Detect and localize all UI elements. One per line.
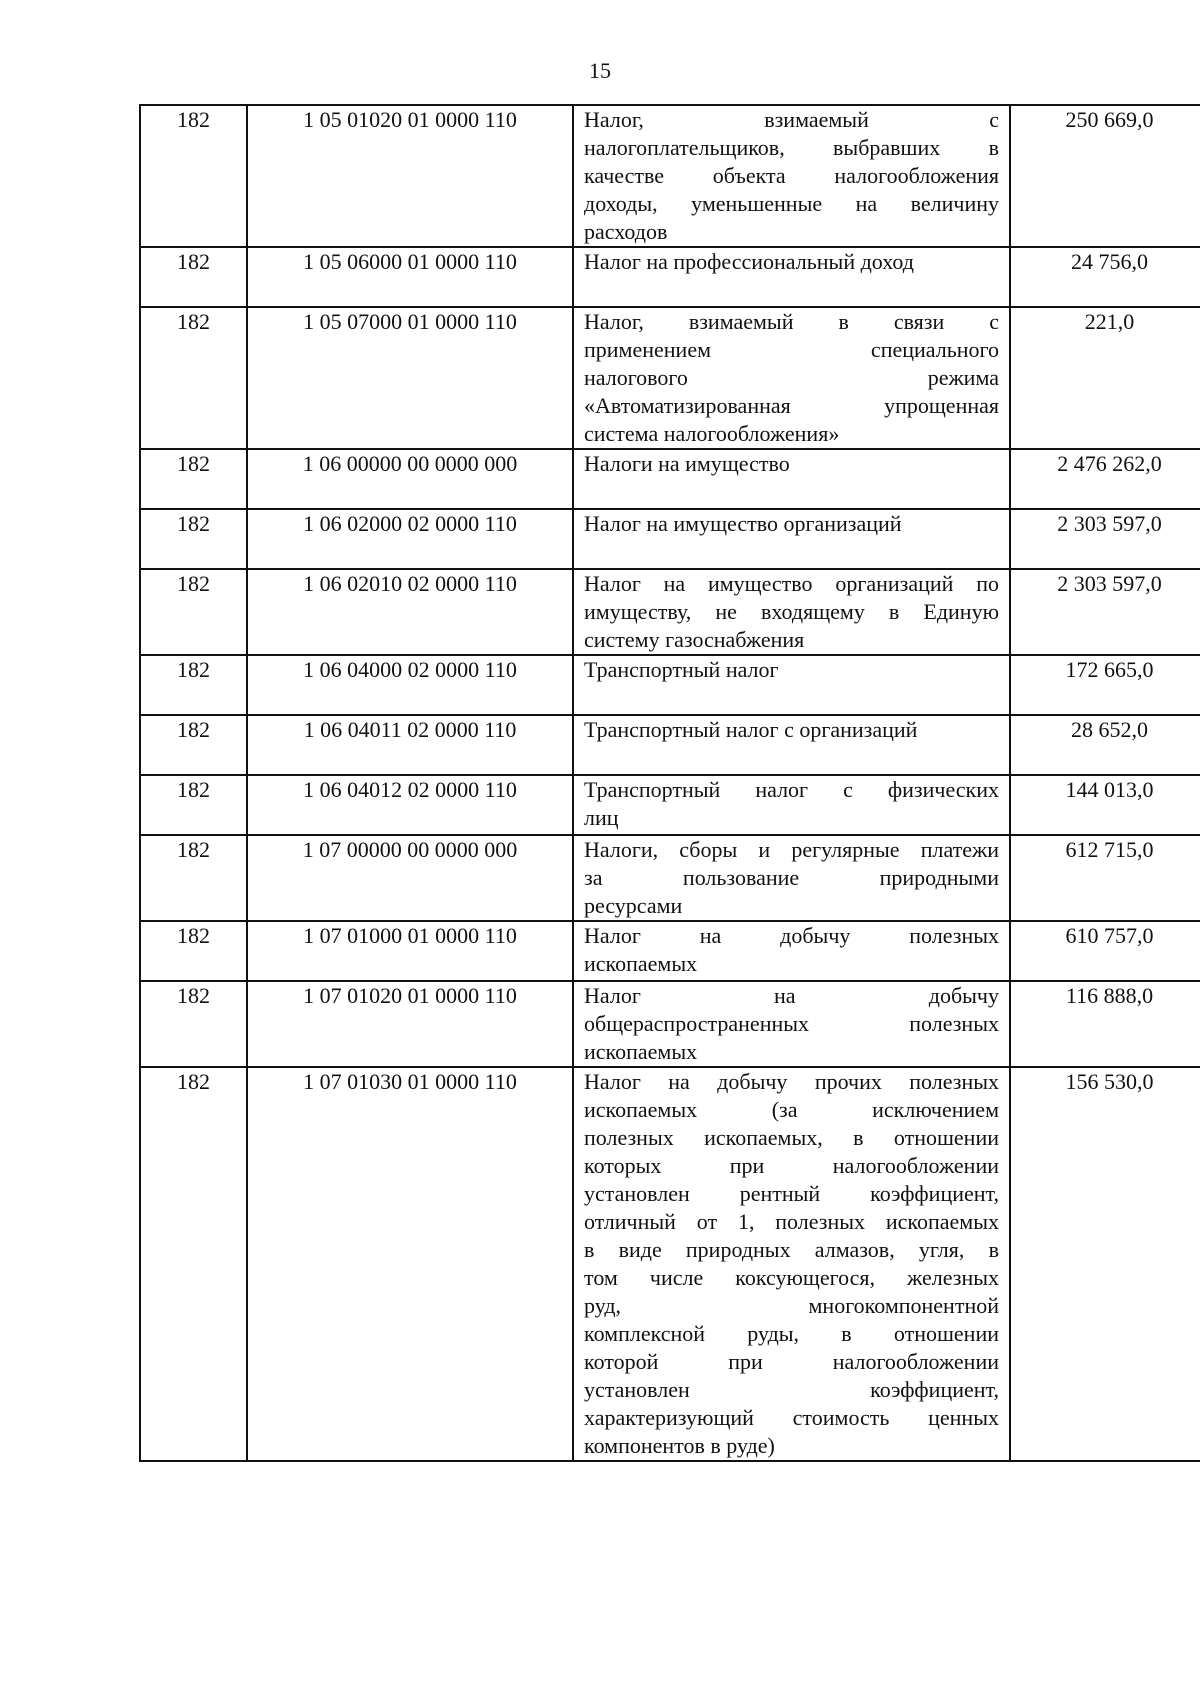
amount-cell: 250 669,0 xyxy=(1010,105,1200,247)
admin-code-cell: 182 xyxy=(140,715,247,775)
revenue-name-line: Транспортный налог xyxy=(584,657,779,682)
revenue-name-line: Налог на имущество организаций по xyxy=(584,571,999,596)
budget-code-cell: 1 07 01000 01 0000 110 xyxy=(247,921,573,981)
table-row xyxy=(140,981,1200,1067)
revenue-name-line: Транспортный налог с организаций xyxy=(584,717,918,742)
revenue-name-line: отличный от 1, полезных ископаемых xyxy=(584,1209,999,1234)
amount-cell: 172 665,0 xyxy=(1010,655,1200,715)
amount-cell: 28 652,0 xyxy=(1010,715,1200,775)
revenue-name-line: Налог на профессиональный доход xyxy=(584,249,914,274)
amount-cell: 24 756,0 xyxy=(1010,247,1200,307)
revenue-name-line: компонентов в руде) xyxy=(584,1433,775,1458)
table-row xyxy=(140,835,1200,921)
amount-cell: 221,0 xyxy=(1010,307,1200,449)
revenue-name-line: за пользование природными xyxy=(584,865,999,890)
table-row xyxy=(140,509,1200,569)
admin-code-cell: 182 xyxy=(140,655,247,715)
table-row xyxy=(140,569,1200,655)
revenue-name-cell xyxy=(573,449,1010,509)
revenue-name-line: доходы, уменьшенные на величину xyxy=(584,191,999,216)
amount-cell: 2 476 262,0 xyxy=(1010,449,1200,509)
budget-code-cell: 1 06 04012 02 0000 110 xyxy=(247,775,573,835)
amount-cell: 2 303 597,0 xyxy=(1010,509,1200,569)
revenue-name-cell xyxy=(573,835,1010,921)
revenue-name-cell xyxy=(573,921,1010,981)
admin-code-cell: 182 xyxy=(140,835,247,921)
budget-code-cell: 1 06 00000 00 0000 000 xyxy=(247,449,573,509)
table-row xyxy=(140,307,1200,449)
revenue-name-line: налогоплательщиков, выбравших в xyxy=(584,135,999,160)
revenue-name-cell xyxy=(573,655,1010,715)
table-row xyxy=(140,1067,1200,1461)
revenue-name-line: ресурсами xyxy=(584,893,683,918)
revenue-name-line: Налоги на имущество xyxy=(584,451,790,476)
revenue-name-line: Налог, взимаемый в связи с xyxy=(584,309,999,334)
revenue-name-line: лиц xyxy=(584,805,619,830)
revenue-name-line: Налог на имущество организаций xyxy=(584,511,902,536)
revenue-name-cell xyxy=(573,775,1010,835)
revenue-name-line: установлен коэффициент, xyxy=(584,1377,999,1402)
revenue-name-line: Транспортный налог с физических xyxy=(584,777,999,802)
amount-cell: 612 715,0 xyxy=(1010,835,1200,921)
revenue-name-line: ископаемых xyxy=(584,951,698,976)
revenue-name-cell xyxy=(573,509,1010,569)
revenue-name-line: система налогообложения» xyxy=(584,421,840,446)
budget-code-cell: 1 07 00000 00 0000 000 xyxy=(247,835,573,921)
admin-code-cell: 182 xyxy=(140,105,247,247)
revenue-name-line: качестве объекта налогообложения xyxy=(584,163,999,188)
admin-code-cell: 182 xyxy=(140,921,247,981)
page-number: 15 xyxy=(589,58,611,83)
revenue-name-cell xyxy=(573,1067,1010,1461)
revenue-name-line: полезных ископаемых, в отношении xyxy=(584,1125,999,1150)
table-row xyxy=(140,247,1200,307)
revenue-name-line: в виде природных алмазов, угля, в xyxy=(584,1237,999,1262)
revenue-name-line: общераспространенных полезных xyxy=(584,1011,999,1036)
budget-code-cell: 1 07 01020 01 0000 110 xyxy=(247,981,573,1067)
revenue-name-line: том числе коксующегося, железных xyxy=(584,1265,999,1290)
revenue-name-cell xyxy=(573,569,1010,655)
admin-code-cell: 182 xyxy=(140,307,247,449)
admin-code-cell: 182 xyxy=(140,569,247,655)
budget-code-cell: 1 06 04011 02 0000 110 xyxy=(247,715,573,775)
budget-code-cell: 1 06 02010 02 0000 110 xyxy=(247,569,573,655)
admin-code-cell: 182 xyxy=(140,247,247,307)
revenue-name-cell xyxy=(573,307,1010,449)
admin-code-cell: 182 xyxy=(140,775,247,835)
revenue-name-line: ископаемых xyxy=(584,1039,698,1064)
revenue-name-cell xyxy=(573,105,1010,247)
amount-cell: 144 013,0 xyxy=(1010,775,1200,835)
revenue-name-line: применением специального xyxy=(584,337,999,362)
table-row xyxy=(140,921,1200,981)
budget-code-cell: 1 07 01030 01 0000 110 xyxy=(247,1067,573,1461)
table-row xyxy=(140,105,1200,247)
amount-cell: 116 888,0 xyxy=(1010,981,1200,1067)
table-row xyxy=(140,715,1200,775)
table-row xyxy=(140,775,1200,835)
revenue-name-line: расходов xyxy=(584,219,668,244)
budget-code-cell: 1 06 02000 02 0000 110 xyxy=(247,509,573,569)
amount-cell: 156 530,0 xyxy=(1010,1067,1200,1461)
revenue-name-line: систему газоснабжения xyxy=(584,627,805,652)
revenue-name-line: налогового режима xyxy=(584,365,999,390)
revenue-name-line: ископаемых (за исключением xyxy=(584,1097,999,1122)
revenue-name-cell xyxy=(573,715,1010,775)
revenue-name-line: имуществу, не входящему в Единую xyxy=(584,599,999,624)
revenue-name-line: Налог на добычу xyxy=(584,983,999,1008)
revenue-name-line: комплексной руды, в отношении xyxy=(584,1321,999,1346)
revenue-name-line: которых при налогообложении xyxy=(584,1153,999,1178)
revenue-name-cell xyxy=(573,247,1010,307)
revenue-table-body xyxy=(140,105,1200,1461)
revenue-name-line: Налог на добычу полезных xyxy=(584,923,999,948)
revenue-name-cell xyxy=(573,981,1010,1067)
revenue-name-line: которой при налогообложении xyxy=(584,1349,999,1374)
revenue-name-line: характеризующий стоимость ценных xyxy=(584,1405,999,1430)
admin-code-cell: 182 xyxy=(140,1067,247,1461)
budget-code-cell: 1 05 01020 01 0000 110 xyxy=(247,105,573,247)
admin-code-cell: 182 xyxy=(140,449,247,509)
table-row xyxy=(140,655,1200,715)
admin-code-cell: 182 xyxy=(140,981,247,1067)
revenue-table xyxy=(139,104,1200,1462)
budget-code-cell: 1 05 06000 01 0000 110 xyxy=(247,247,573,307)
revenue-name-line: Налог на добычу прочих полезных xyxy=(584,1069,999,1094)
revenue-name-line: установлен рентный коэффициент, xyxy=(584,1181,999,1206)
revenue-name-line: «Автоматизированная упрощенная xyxy=(584,393,999,418)
amount-cell: 610 757,0 xyxy=(1010,921,1200,981)
revenue-name-line: Налог, взимаемый с xyxy=(584,107,999,132)
budget-code-cell: 1 05 07000 01 0000 110 xyxy=(247,307,573,449)
amount-cell: 2 303 597,0 xyxy=(1010,569,1200,655)
revenue-name-line: руд, многокомпонентной xyxy=(584,1293,999,1318)
revenue-name-line: Налоги, сборы и регулярные платежи xyxy=(584,837,999,862)
budget-code-cell: 1 06 04000 02 0000 110 xyxy=(247,655,573,715)
admin-code-cell: 182 xyxy=(140,509,247,569)
table-row xyxy=(140,449,1200,509)
